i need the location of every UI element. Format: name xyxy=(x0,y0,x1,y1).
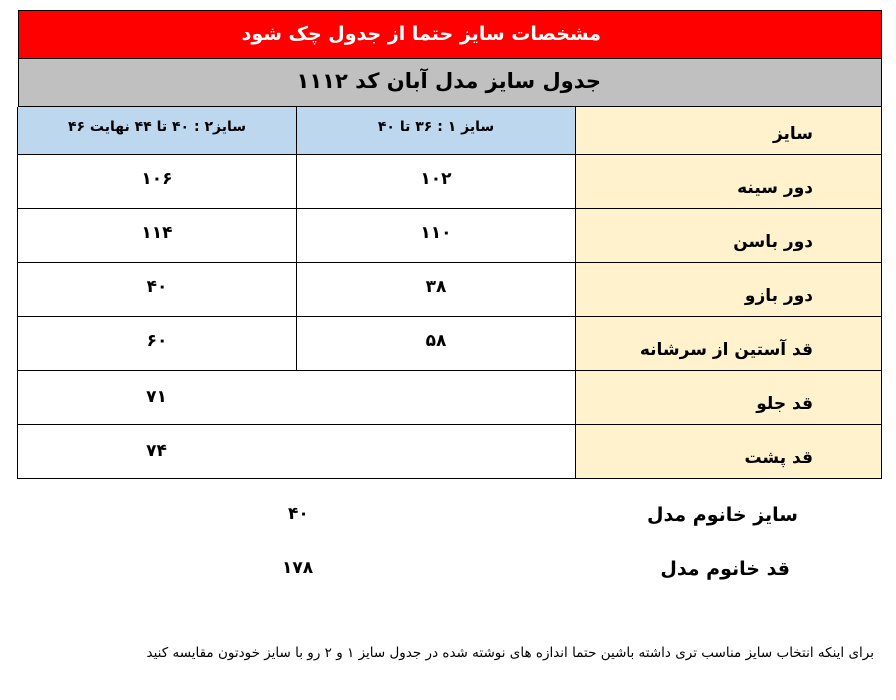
header-size2: سایز۲ : ۴۰ تا ۴۴ نهایت ۴۶ xyxy=(18,107,297,154)
model-size-label: سایز خانوم مدل xyxy=(646,504,798,526)
table-row xyxy=(18,316,882,370)
size1-value: ۳۸ xyxy=(297,262,576,316)
model-height-label: قد خانوم مدل xyxy=(660,558,790,580)
row-label: دور بازو xyxy=(576,262,882,316)
model-height-value: ۱۷۸ xyxy=(282,558,314,578)
table-row xyxy=(18,262,882,316)
merged-value: ۷۴ xyxy=(18,424,576,478)
table-row xyxy=(18,424,882,478)
footer-note: برای اینکه انتخاب سایز مناسب تری داشته باشین حتما اندازه های نوشته شده در جدول سایز ۱ و ۲ رو با سایز خودتون مقایسه کنید xyxy=(146,645,874,661)
header-size-label: سایز xyxy=(576,107,882,154)
size-table xyxy=(17,107,882,479)
table-header-row xyxy=(18,107,882,154)
size1-value: ۱۰۲ xyxy=(297,154,576,208)
size2-value: ۶۰ xyxy=(18,316,297,370)
table-row xyxy=(18,208,882,262)
row-label: دور باسن xyxy=(576,208,882,262)
size1-value: ۵۸ xyxy=(297,316,576,370)
size2-value: ۴۰ xyxy=(18,262,297,316)
size1-value: ۱۱۰ xyxy=(297,208,576,262)
table-row xyxy=(18,154,882,208)
table-row xyxy=(18,370,882,424)
size2-value: ۱۱۴ xyxy=(18,208,297,262)
row-label: قد جلو xyxy=(576,370,882,424)
row-label: قد آستین از سرشانه xyxy=(576,316,882,370)
size-chart xyxy=(18,10,882,479)
chart-title: جدول سایز مدل آبان کد ۱۱۱۲ xyxy=(18,59,882,107)
header-size1: سایز ۱ : ۳۶ تا ۴۰ xyxy=(297,107,576,154)
model-size-value: ۴۰ xyxy=(288,504,309,524)
size2-value: ۱۰۶ xyxy=(18,154,297,208)
merged-value: ۷۱ xyxy=(18,370,576,424)
row-label: دور سینه xyxy=(576,154,882,208)
row-label: قد پشت xyxy=(576,424,882,478)
notice-banner: مشخصات سایز حتما از جدول چک شود xyxy=(18,10,882,59)
